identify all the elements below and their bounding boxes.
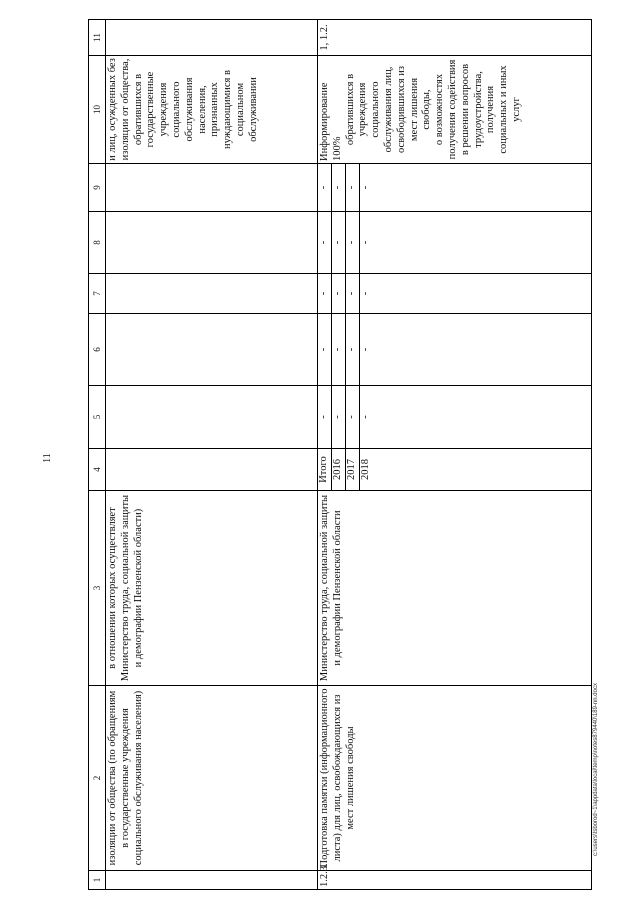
dash-value: - [318, 274, 332, 313]
dash-value: - [346, 212, 360, 273]
rotated-table-container [88, 20, 592, 890]
page-number: 11 [42, 453, 53, 463]
col-header-11: 11 [89, 20, 106, 56]
col-header-1: 1 [89, 871, 106, 890]
year-label: 2018 [360, 459, 372, 480]
col-header-10: 10 [89, 56, 106, 164]
cell-col8 [106, 212, 318, 274]
dash-value: - [360, 240, 372, 245]
header-row [89, 20, 106, 890]
indicator-title: Информирование 100% [319, 82, 343, 161]
indicator-text: обратившихся в учреждения социального обслуживания лиц, освободившихся из мест лишения свободы, [344, 65, 433, 154]
dash-value: - [346, 274, 360, 313]
cell-measure: изоляции от общества (по обращениям в государственные учреждения социального обслуживания населения) [106, 686, 318, 871]
cell-measure: Подготовка памятки (информационного листа) для лиц, освобождающихся из мест лишения свободы [318, 686, 592, 871]
col-header-9: 9 [89, 164, 106, 212]
indicator-text-cont: о возможностях получения содействия в решении вопросов трудоустройства, получения социальных и иных услуг [434, 59, 522, 160]
cell-col5 [106, 386, 318, 449]
dash-value: - [332, 212, 346, 273]
dash-value: - [318, 212, 332, 273]
dash-value: - [360, 185, 372, 190]
cell-executor: в отношении которых осуществляет Министерство труда, социальной защиты и демографии Пензенской области) [106, 491, 318, 686]
dash-value: - [332, 386, 346, 448]
cell-link [106, 20, 318, 56]
col-header-2: 2 [89, 686, 106, 871]
cell-link: 1, 1.2. [318, 20, 592, 56]
cell-col5 [318, 386, 592, 449]
cell-col8 [318, 212, 592, 274]
cell-col6 [106, 314, 318, 386]
dash-value: - [318, 386, 332, 448]
dash-value: - [332, 274, 346, 313]
cell-indicator [318, 56, 592, 164]
cell-col6 [318, 314, 592, 386]
dash-value: - [332, 164, 346, 211]
year-label: Итого [318, 449, 332, 490]
year-label: 2017 [346, 449, 360, 490]
dash-value: - [346, 164, 360, 211]
dash-value: - [346, 386, 360, 448]
dash-value: - [346, 314, 360, 385]
dash-value: - [318, 314, 332, 385]
dash-value: - [360, 415, 372, 419]
dash-value: - [332, 314, 346, 385]
year-label: 2016 [332, 449, 346, 490]
cell-indicator: и лиц, осужденных без изоляции от общества, обратившихся в государственные учреждения социального обслуживания населения, признанных нуждающимися в социальном обслуживании [106, 56, 318, 164]
footer-file-path: c:\users\tsborod~1\appdata\local\temp\notes879440\189-nn.docx [593, 683, 599, 856]
col-header-5: 5 [89, 386, 106, 449]
dash-value: - [318, 164, 332, 211]
col-header-3: 3 [89, 491, 106, 686]
col-header-4: 4 [89, 449, 106, 491]
table-row [106, 20, 318, 890]
program-table [88, 19, 592, 890]
table-row [318, 20, 592, 890]
cell-years [318, 449, 592, 491]
cell-col7 [106, 274, 318, 314]
dash-value: - [360, 347, 372, 352]
cell-col9 [106, 164, 318, 212]
cell-number: 1.2.3. [318, 871, 592, 890]
cell-col7 [318, 274, 592, 314]
col-header-7: 7 [89, 274, 106, 314]
col-header-6: 6 [89, 314, 106, 386]
cell-number [106, 871, 318, 890]
cell-col9 [318, 164, 592, 212]
col-header-8: 8 [89, 212, 106, 274]
cell-executor: Министерство труда, социальной защиты и демографии Пензенской области [318, 491, 592, 686]
cell-years [106, 449, 318, 491]
dash-value: - [360, 291, 372, 296]
